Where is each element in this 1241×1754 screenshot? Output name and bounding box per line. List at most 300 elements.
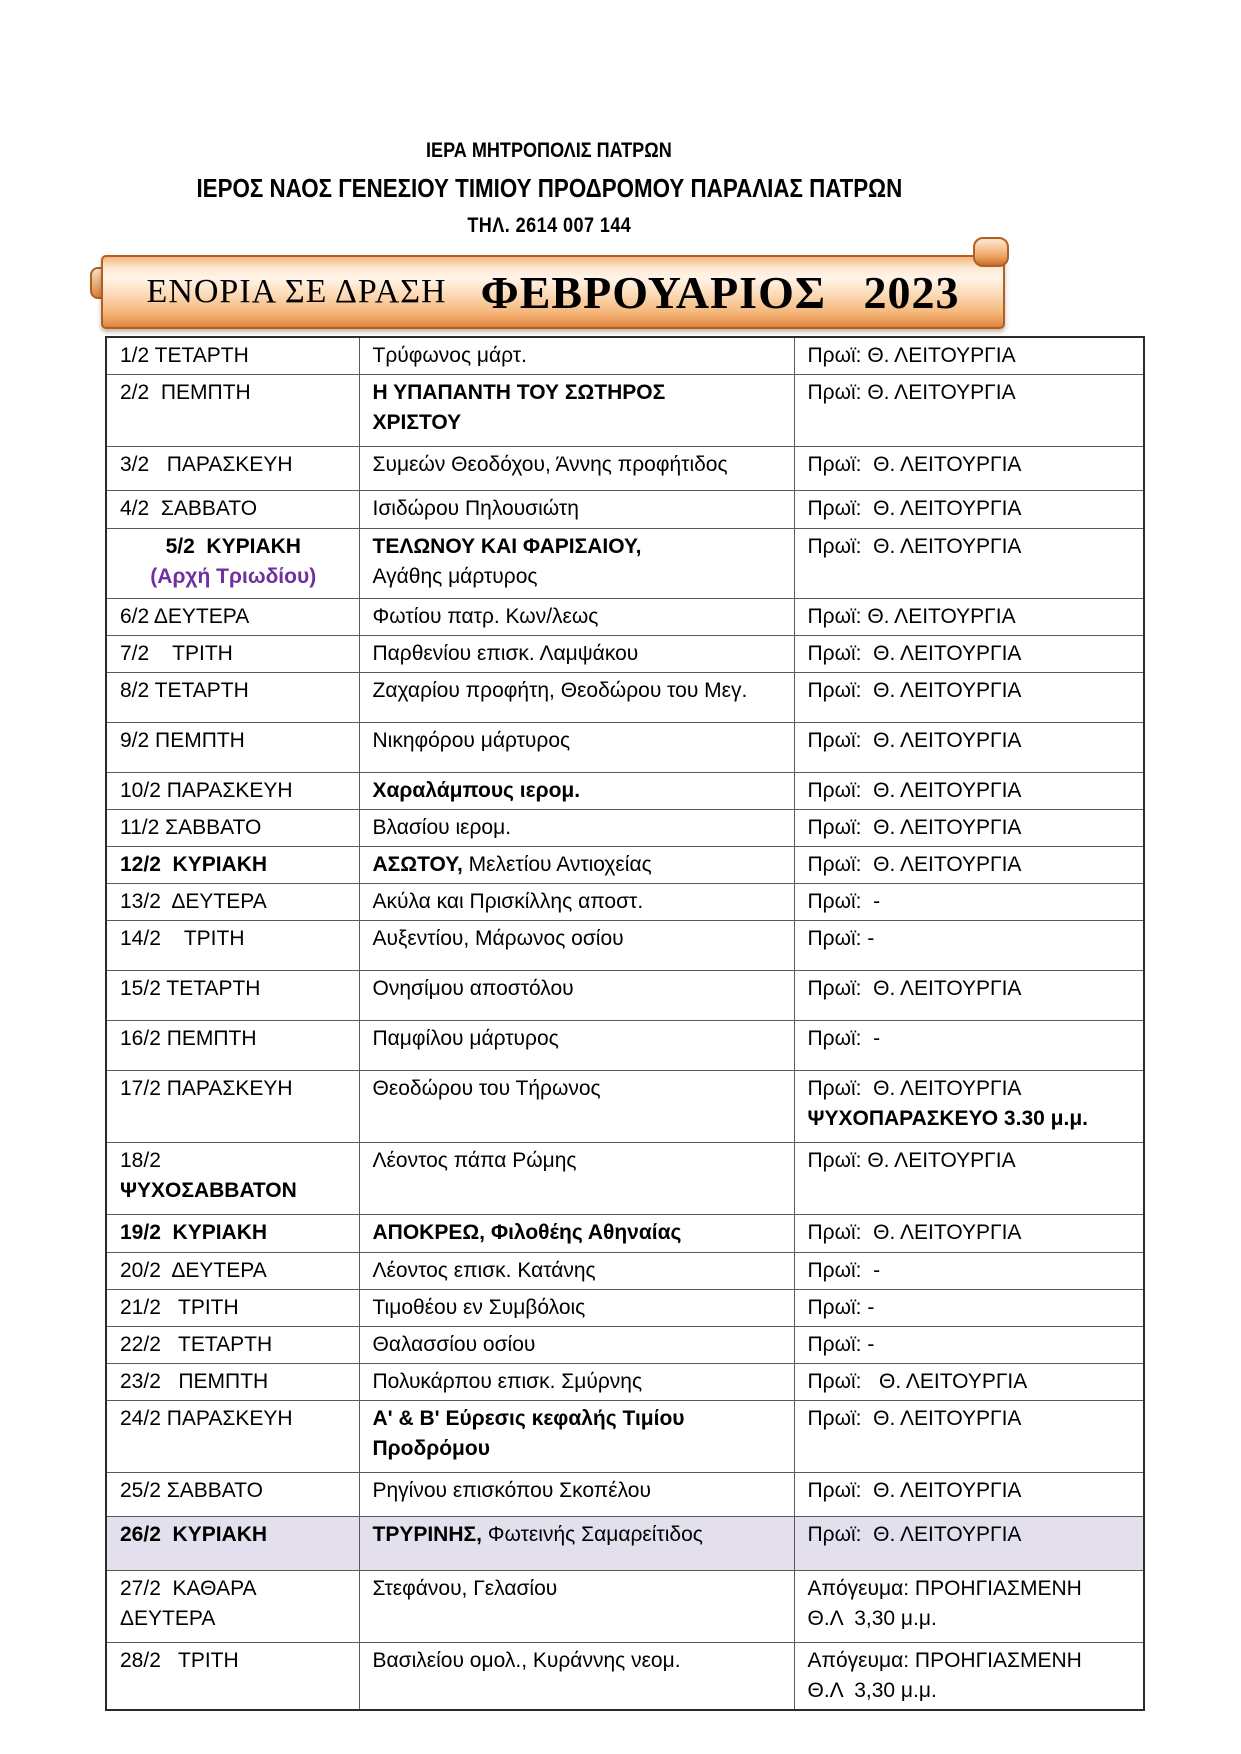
text-segment: 21/2 ΤΡΙΤΗ xyxy=(120,1296,239,1319)
text-segment: Φωτίου πατρ. Κων/λεως xyxy=(372,605,599,628)
cell-line xyxy=(808,1676,1132,1706)
text-segment: 13/2 ΔΕΥΤΕΡΑ xyxy=(120,890,267,913)
service-cell xyxy=(794,1517,1144,1571)
cell-line xyxy=(373,602,782,632)
cell-line xyxy=(120,639,347,669)
cell-line xyxy=(373,1146,782,1176)
cell-line xyxy=(808,1256,1132,1286)
day-cell xyxy=(106,1643,359,1711)
service-cell xyxy=(794,447,1144,491)
day-cell xyxy=(106,1071,359,1143)
cell-line xyxy=(808,341,1132,371)
cell-line xyxy=(120,1176,347,1206)
service-cell xyxy=(794,1071,1144,1143)
cell-line xyxy=(373,813,782,843)
day-cell xyxy=(106,921,359,971)
text-segment: ΤΡΥΡΙΝΗΣ, xyxy=(372,1523,482,1546)
text-segment: ΤΕΛΩΝΟΥ ΚΑΙ ΦΑΡΙΣΑΙΟΥ, xyxy=(372,535,642,558)
table-row xyxy=(106,1290,1144,1327)
text-segment: Αγάθης μάρτυρος xyxy=(372,565,538,588)
cell-line xyxy=(373,974,782,1004)
cell-line xyxy=(373,1024,782,1054)
text-segment: Πολυκάρπου επισκ. Σμύρνης xyxy=(372,1370,643,1393)
text-segment: 11/2 ΣΑΒΒΑΤΟ xyxy=(120,816,262,839)
day-cell xyxy=(106,337,359,375)
cell-line xyxy=(373,1293,782,1323)
text-segment: Πρωϊ: Θ. ΛΕΙΤΟΥΡΓΙΑ xyxy=(807,679,1022,702)
cell-line xyxy=(808,974,1132,1004)
service-cell xyxy=(794,599,1144,636)
table-row xyxy=(106,1253,1144,1290)
cell-line xyxy=(808,1024,1132,1054)
cell-line xyxy=(373,776,782,806)
cell-line xyxy=(808,1574,1132,1604)
cell-line xyxy=(120,726,347,756)
table-row xyxy=(106,884,1144,921)
cell-line xyxy=(373,676,782,706)
cell-line xyxy=(373,1434,782,1464)
banner-scroll-curl-right xyxy=(973,237,1009,267)
text-segment: 26/2 ΚΥΡΙΑΚΗ xyxy=(120,1523,268,1546)
service-cell xyxy=(794,1643,1144,1711)
cell-line xyxy=(373,494,782,524)
table-row xyxy=(106,1215,1144,1253)
text-segment: Θαλασσίου οσίου xyxy=(372,1333,536,1356)
text-segment: Θ.Λ 3,30 μ.μ. xyxy=(807,1607,937,1630)
cell-line xyxy=(808,1293,1132,1323)
cell-line xyxy=(120,1024,347,1054)
day-cell xyxy=(106,723,359,773)
text-segment: Πρωϊ: Θ. ΛΕΙΤΟΥΡΓΙΑ xyxy=(807,1407,1022,1430)
cell-line xyxy=(808,1520,1132,1550)
text-segment: Πρωϊ: Θ. ΛΕΙΤΟΥΡΓΙΑ xyxy=(807,605,1016,628)
text-segment: Πρωϊ: Θ. ΛΕΙΤΟΥΡΓΙΑ xyxy=(807,977,1022,1000)
calendar-section xyxy=(105,336,1143,1711)
feast-cell xyxy=(359,636,794,673)
text-segment: Πρωϊ: Θ. ΛΕΙΤΟΥΡΓΙΑ xyxy=(807,344,1016,367)
table-row xyxy=(106,636,1144,673)
text-segment: Πρωϊ: - xyxy=(807,1027,881,1050)
text-segment: Μελετίου Αντιοχείας xyxy=(462,853,652,876)
cell-line xyxy=(808,776,1132,806)
feast-cell xyxy=(359,491,794,529)
table-row xyxy=(106,723,1144,773)
text-segment: 1/2 ΤΕΤΑΡΤΗ xyxy=(120,344,249,367)
cell-line xyxy=(808,532,1132,562)
cell-line xyxy=(373,1404,782,1434)
cell-line xyxy=(373,1574,782,1604)
day-cell xyxy=(106,636,359,673)
table-row xyxy=(106,847,1144,884)
cell-line xyxy=(120,1293,347,1323)
text-segment: 6/2 ΔΕΥΤΕΡΑ xyxy=(120,605,250,628)
feast-cell xyxy=(359,1071,794,1143)
cell-line xyxy=(373,1074,782,1104)
cell-line xyxy=(373,341,782,371)
day-cell xyxy=(106,1021,359,1071)
feast-cell xyxy=(359,1290,794,1327)
text-segment: Βασιλείου ομολ., Κυράννης νεομ. xyxy=(372,1649,681,1672)
cell-line xyxy=(120,532,347,562)
text-segment: 4/2 ΣΑΒΒΑΤΟ xyxy=(120,497,258,520)
cell-line xyxy=(808,1476,1132,1506)
banner-program-title: ΕΝΟΡΙΑ ΣΕ ΔΡΑΣΗ xyxy=(146,273,447,310)
text-segment: 27/2 ΚΑΘΑΡΑ xyxy=(120,1577,257,1600)
text-segment: Παμφίλου μάρτυρος xyxy=(372,1027,559,1050)
cell-line xyxy=(808,850,1132,880)
text-segment: Ρηγίνου επισκόπου Σκοπέλου xyxy=(372,1479,651,1502)
text-segment: Συμεών Θεοδόχου, Άννης προφήτιδος xyxy=(372,453,728,476)
text-segment: Θεοδώρου του Τήρωνος xyxy=(372,1077,601,1100)
cell-line xyxy=(120,378,347,408)
service-cell xyxy=(794,1327,1144,1364)
cell-line xyxy=(808,726,1132,756)
feast-cell xyxy=(359,1215,794,1253)
table-row xyxy=(106,375,1144,447)
calendar-table-body xyxy=(106,337,1144,1710)
feast-cell xyxy=(359,1364,794,1401)
feast-cell xyxy=(359,1517,794,1571)
service-cell xyxy=(794,337,1144,375)
text-segment: Ακύλα και Πρισκίλλης αποστ. xyxy=(372,890,644,913)
church-name-text: ΙΕΡΟΣ ΝΑΟΣ ΓΕΝΕΣΙΟΥ ΤΙΜΙΟΥ ΠΡΟΔΡΟΜΟΥ ΠΑΡΑΛΙΑΣ ΠΑΤΡΩΝ xyxy=(196,173,902,203)
text-segment: 8/2 ΤΕΤΑΡΤΗ xyxy=(120,679,249,702)
service-cell xyxy=(794,491,1144,529)
cell-line xyxy=(120,974,347,1004)
cell-line xyxy=(120,1146,347,1176)
text-segment: 25/2 ΣΑΒΒΑΤΟ xyxy=(120,1479,263,1502)
table-row xyxy=(106,1643,1144,1711)
text-segment: Θ.Λ 3,30 μ.μ. xyxy=(807,1679,937,1702)
service-cell xyxy=(794,1290,1144,1327)
cell-line xyxy=(120,887,347,917)
text-segment: 10/2 ΠΑΡΑΣΚΕΥΗ xyxy=(120,779,293,802)
text-segment: Πρωϊ: Θ. ΛΕΙΤΟΥΡΓΙΑ xyxy=(807,381,1016,404)
cell-line xyxy=(120,924,347,954)
service-cell xyxy=(794,1364,1144,1401)
cell-line xyxy=(808,1604,1132,1634)
text-segment: Τρύφωνος μάρτ. xyxy=(372,344,527,367)
text-segment: Α' & Β' Εύρεσις κεφαλής Τιμίου xyxy=(372,1407,685,1430)
text-segment: Πρωϊ: Θ. ΛΕΙΤΟΥΡΓΙΑ xyxy=(807,453,1022,476)
feast-cell xyxy=(359,921,794,971)
cell-line xyxy=(120,341,347,371)
cell-line xyxy=(808,676,1132,706)
cell-line xyxy=(373,1520,782,1550)
cell-line xyxy=(120,1520,347,1550)
cell-line xyxy=(120,1256,347,1286)
day-cell xyxy=(106,1517,359,1571)
cell-line xyxy=(808,378,1132,408)
cell-line xyxy=(808,887,1132,917)
day-cell xyxy=(106,847,359,884)
text-segment: Πρωϊ: - xyxy=(807,1333,875,1356)
day-cell xyxy=(106,1215,359,1253)
day-cell xyxy=(106,529,359,599)
cell-line xyxy=(373,450,782,480)
cell-line xyxy=(808,1404,1132,1434)
text-segment: Πρωϊ: Θ. ΛΕΙΤΟΥΡΓΙΑ xyxy=(807,1370,1028,1393)
service-cell xyxy=(794,1401,1144,1473)
banner-ribbon xyxy=(101,255,1005,329)
cell-line xyxy=(808,450,1132,480)
text-segment: Πρωϊ: Θ. ΛΕΙΤΟΥΡΓΙΑ xyxy=(807,729,1022,752)
text-segment: 28/2 ΤΡΙΤΗ xyxy=(120,1649,239,1672)
cell-line xyxy=(808,1367,1132,1397)
text-segment: Βλασίου ιερομ. xyxy=(372,816,512,839)
service-cell xyxy=(794,673,1144,723)
text-segment: 18/2 xyxy=(120,1149,161,1172)
feast-cell xyxy=(359,1021,794,1071)
text-segment: Η ΥΠΑΠΑΝΤΗ ΤΟΥ ΣΩΤΗΡΟΣ xyxy=(372,381,666,404)
cell-line xyxy=(120,1646,347,1676)
cell-line xyxy=(808,1146,1132,1176)
text-segment: ΨΥΧΟΠΑΡΑΣΚΕΥΟ 3.30 μ.μ. xyxy=(807,1107,1089,1130)
feast-cell xyxy=(359,1143,794,1215)
table-row xyxy=(106,921,1144,971)
feast-cell xyxy=(359,1253,794,1290)
service-cell xyxy=(794,636,1144,673)
day-cell xyxy=(106,1143,359,1215)
text-segment: 12/2 ΚΥΡΙΑΚΗ xyxy=(120,853,268,876)
text-segment: ΧΡΙΣΤΟΥ xyxy=(372,411,462,434)
table-row xyxy=(106,491,1144,529)
feast-cell xyxy=(359,375,794,447)
feast-cell xyxy=(359,447,794,491)
table-row xyxy=(106,971,1144,1021)
text-segment: 14/2 ΤΡΙΤΗ xyxy=(120,927,245,950)
text-segment: Πρωϊ: - xyxy=(807,1296,875,1319)
table-row xyxy=(106,1327,1144,1364)
day-cell xyxy=(106,1290,359,1327)
cell-line xyxy=(120,1404,347,1434)
calendar-table xyxy=(105,336,1145,1711)
text-segment: 17/2 ΠΑΡΑΣΚΕΥΗ xyxy=(120,1077,293,1100)
table-row xyxy=(106,337,1144,375)
feast-cell xyxy=(359,884,794,921)
day-cell xyxy=(106,599,359,636)
feast-cell xyxy=(359,971,794,1021)
cell-line xyxy=(120,1218,347,1248)
cell-line xyxy=(120,1367,347,1397)
document-header xyxy=(93,140,1005,250)
table-row xyxy=(106,1571,1144,1643)
day-cell xyxy=(106,773,359,810)
text-segment: 24/2 ΠΑΡΑΣΚΕΥΗ xyxy=(120,1407,293,1430)
text-segment: ΑΣΩΤΟΥ, xyxy=(372,853,463,876)
cell-line xyxy=(120,676,347,706)
cell-line xyxy=(120,850,347,880)
cell-line xyxy=(808,924,1132,954)
service-cell xyxy=(794,1021,1144,1071)
text-segment: Στεφάνου, Γελασίου xyxy=(372,1577,558,1600)
text-segment: Πρωϊ: - xyxy=(807,927,875,950)
table-row xyxy=(106,810,1144,847)
text-segment: Πρωϊ: - xyxy=(807,1259,881,1282)
cell-line xyxy=(120,813,347,843)
cell-line xyxy=(373,1367,782,1397)
text-segment: ΨΥΧΟΣΑΒΒΑΤΟΝ xyxy=(120,1179,297,1202)
day-cell xyxy=(106,1473,359,1517)
cell-line xyxy=(808,813,1132,843)
cell-line xyxy=(373,639,782,669)
text-segment: 9/2 ΠΕΜΠΤΗ xyxy=(120,729,245,752)
cell-line xyxy=(373,850,782,880)
table-row xyxy=(106,1143,1144,1215)
cell-line xyxy=(808,1646,1132,1676)
text-segment: 5/2 ΚΥΡΙΑΚΗ xyxy=(165,535,301,558)
cell-line xyxy=(373,378,782,408)
day-cell xyxy=(106,673,359,723)
service-cell xyxy=(794,1571,1144,1643)
text-segment: ΔΕΥΤΕΡΑ xyxy=(120,1607,216,1630)
text-segment: Φωτεινής Σαμαρείτιδος xyxy=(481,1523,703,1546)
cell-line xyxy=(808,639,1132,669)
day-cell xyxy=(106,1364,359,1401)
feast-cell xyxy=(359,723,794,773)
table-row xyxy=(106,1517,1144,1571)
text-segment: (Αρχή Τριωδίου) xyxy=(150,565,317,588)
cell-line xyxy=(120,776,347,806)
metropolis-title xyxy=(93,140,1005,161)
day-cell xyxy=(106,1571,359,1643)
cell-line xyxy=(120,1330,347,1360)
cell-line xyxy=(373,1476,782,1506)
cell-line xyxy=(373,1218,782,1248)
text-segment: Λέοντος πάπα Ρώμης xyxy=(372,1149,577,1172)
service-cell xyxy=(794,847,1144,884)
text-segment: Πρωϊ: Θ. ΛΕΙΤΟΥΡΓΙΑ xyxy=(807,816,1022,839)
cell-line xyxy=(808,494,1132,524)
text-segment: Λέοντος επισκ. Κατάνης xyxy=(372,1259,596,1282)
text-segment: 15/2 ΤΕΤΑΡΤΗ xyxy=(120,977,261,1000)
cell-line xyxy=(373,408,782,438)
table-row xyxy=(106,447,1144,491)
text-segment: Πρωϊ: Θ. ΛΕΙΤΟΥΡΓΙΑ xyxy=(807,1149,1016,1172)
feast-cell xyxy=(359,1327,794,1364)
text-segment: Πρωϊ: - xyxy=(807,890,881,913)
text-segment: Πρωϊ: Θ. ΛΕΙΤΟΥΡΓΙΑ xyxy=(807,497,1022,520)
text-segment: 22/2 ΤΕΤΑΡΤΗ xyxy=(120,1333,273,1356)
text-segment: Πρωϊ: Θ. ΛΕΙΤΟΥΡΓΙΑ xyxy=(807,779,1022,802)
cell-line xyxy=(373,1646,782,1676)
text-segment: Χαραλάμπους ιερομ. xyxy=(372,779,581,802)
cell-line xyxy=(373,532,782,562)
service-cell xyxy=(794,921,1144,971)
cell-line xyxy=(373,924,782,954)
cell-line xyxy=(808,1218,1132,1248)
text-segment: Ισιδώρου Πηλουσιώτη xyxy=(372,497,579,520)
cell-line xyxy=(120,1604,347,1634)
text-segment: Πρωϊ: Θ. ΛΕΙΤΟΥΡΓΙΑ xyxy=(807,1077,1022,1100)
service-cell xyxy=(794,1473,1144,1517)
day-cell xyxy=(106,375,359,447)
cell-line xyxy=(373,726,782,756)
feast-cell xyxy=(359,1401,794,1473)
table-row xyxy=(106,1364,1144,1401)
feast-cell xyxy=(359,529,794,599)
table-row xyxy=(106,673,1144,723)
banner-month-year: ΦΕΒΡΟΥΑΡΙΟΣ 2023 xyxy=(480,266,960,318)
cell-line xyxy=(120,602,347,632)
text-segment: Πρωϊ: Θ. ΛΕΙΤΟΥΡΓΙΑ xyxy=(807,1523,1022,1546)
cell-line xyxy=(373,562,782,592)
feast-cell xyxy=(359,810,794,847)
cell-line xyxy=(808,1330,1132,1360)
day-cell xyxy=(106,810,359,847)
feast-cell xyxy=(359,1643,794,1711)
cell-line xyxy=(373,1256,782,1286)
feast-cell xyxy=(359,1473,794,1517)
text-segment: 3/2 ΠΑΡΑΣΚΕΥΗ xyxy=(120,453,293,476)
church-name xyxy=(93,175,1005,201)
service-cell xyxy=(794,529,1144,599)
table-row xyxy=(106,773,1144,810)
cell-line xyxy=(808,1074,1132,1104)
service-cell xyxy=(794,971,1144,1021)
text-segment: Απόγευμα: ΠΡΟΗΓΙΑΣΜΕΝΗ xyxy=(807,1577,1082,1600)
table-row xyxy=(106,599,1144,636)
phone-line-text: ΤΗΛ. 2614 007 144 xyxy=(467,214,631,237)
service-cell xyxy=(794,1143,1144,1215)
phone-line xyxy=(93,215,1005,236)
metropolis-title-text: ΙΕΡΑ ΜΗΤΡΟΠΟΛΙΣ ΠΑΤΡΩΝ xyxy=(426,139,672,162)
feast-cell xyxy=(359,337,794,375)
feast-cell xyxy=(359,599,794,636)
service-cell xyxy=(794,773,1144,810)
text-segment: Ζαχαρίου προφήτη, Θεοδώρου του Μεγ. xyxy=(372,679,748,702)
cell-line xyxy=(808,1104,1132,1134)
text-segment: 19/2 ΚΥΡΙΑΚΗ xyxy=(120,1221,268,1244)
service-cell xyxy=(794,375,1144,447)
text-segment: 23/2 ΠΕΜΠΤΗ xyxy=(120,1370,269,1393)
day-cell xyxy=(106,491,359,529)
feast-cell xyxy=(359,847,794,884)
cell-line xyxy=(120,562,347,592)
text-segment: 2/2 ΠΕΜΠΤΗ xyxy=(120,381,251,404)
cell-line xyxy=(120,1074,347,1104)
text-segment: Απόγευμα: ΠΡΟΗΓΙΑΣΜΕΝΗ xyxy=(807,1649,1082,1672)
text-segment: Αυξεντίου, Μάρωνος οσίου xyxy=(372,927,624,950)
day-cell xyxy=(106,1401,359,1473)
text-segment: Προδρόμου xyxy=(372,1437,490,1460)
day-cell xyxy=(106,447,359,491)
text-segment: Πρωϊ: Θ. ΛΕΙΤΟΥΡΓΙΑ xyxy=(807,853,1022,876)
feast-cell xyxy=(359,673,794,723)
text-segment: Πρωϊ: Θ. ΛΕΙΤΟΥΡΓΙΑ xyxy=(807,535,1022,558)
table-row xyxy=(106,529,1144,599)
text-segment: Πρωϊ: Θ. ΛΕΙΤΟΥΡΓΙΑ xyxy=(807,1221,1022,1244)
feast-cell xyxy=(359,773,794,810)
service-cell xyxy=(794,810,1144,847)
text-segment: Πρωϊ: Θ. ΛΕΙΤΟΥΡΓΙΑ xyxy=(807,642,1022,665)
text-segment: ΑΠΟΚΡΕΩ, Φιλοθέης Αθηναίας xyxy=(372,1221,682,1244)
text-segment: 7/2 ΤΡΙΤΗ xyxy=(120,642,233,665)
service-cell xyxy=(794,1253,1144,1290)
cell-line xyxy=(120,1574,347,1604)
day-cell xyxy=(106,884,359,921)
feast-cell xyxy=(359,1571,794,1643)
text-segment: 20/2 ΔΕΥΤΕΡΑ xyxy=(120,1259,267,1282)
day-cell xyxy=(106,1327,359,1364)
text-segment: Ονησίμου αποστόλου xyxy=(372,977,574,1000)
day-cell xyxy=(106,971,359,1021)
cell-line xyxy=(120,494,347,524)
table-row xyxy=(106,1473,1144,1517)
text-segment: Πρωϊ: Θ. ΛΕΙΤΟΥΡΓΙΑ xyxy=(807,1479,1022,1502)
cell-line xyxy=(808,602,1132,632)
text-segment: Νικηφόρου μάρτυρος xyxy=(372,729,571,752)
